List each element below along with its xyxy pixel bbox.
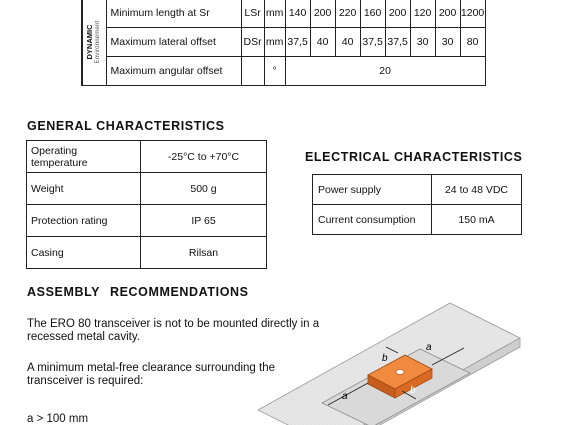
electrical-table [312, 174, 522, 235]
cell-value: 200 [385, 0, 410, 28]
cell-value: 40 [310, 28, 335, 57]
cell-value: 140 [285, 0, 310, 28]
row-label: Maximum lateral offset [106, 28, 241, 57]
general-key: Protection rating [27, 205, 141, 237]
general-value: IP 65 [141, 205, 267, 237]
electrical-key: Current consumption [313, 205, 432, 235]
table-row [27, 205, 267, 237]
table-row [27, 141, 267, 173]
cell-value: 37,5 [360, 28, 385, 57]
electrical-value: 24 to 48 VDC [432, 175, 522, 205]
table-row [313, 205, 522, 235]
row-unit: ° [264, 57, 285, 86]
cell-value: 200 [435, 0, 460, 28]
dynamic-table [81, 0, 486, 86]
electrical-key: Power supply [313, 175, 432, 205]
transceiver-dot [396, 370, 404, 375]
cell-value: 20 [285, 57, 485, 86]
row-unit: mm [264, 28, 285, 57]
row-symbol [241, 57, 264, 86]
general-key: Casing [27, 237, 141, 269]
general-value: 500 g [141, 173, 267, 205]
row-label: Maximum angular offset [106, 57, 241, 86]
table-row [82, 28, 485, 57]
electrical-value: 150 mA [432, 205, 522, 235]
assembly-paragraph-3: a > 100 mm [27, 413, 89, 425]
row-symbol: LSr [241, 0, 264, 28]
cell-value: 37,5 [285, 28, 310, 57]
cell-value: 1200 [460, 0, 485, 28]
table-row [82, 0, 485, 28]
general-value: -25°C to +70°C [141, 141, 267, 173]
general-key: Operating temperature [27, 141, 141, 173]
table-row [27, 173, 267, 205]
table-row [82, 57, 485, 86]
electrical-heading: ELECTRICAL CHARACTERISTICS [305, 150, 523, 164]
cell-value: 80 [460, 28, 485, 57]
table-row [27, 237, 267, 269]
dynamic-side-label: DYNAMIC Environnement [82, 0, 106, 86]
label-b: b [382, 353, 388, 364]
general-table [26, 140, 267, 269]
cell-value: 30 [410, 28, 435, 57]
cell-value: 40 [335, 28, 360, 57]
label-a: a [426, 342, 432, 353]
cell-value: 200 [310, 0, 335, 28]
general-key: Weight [27, 173, 141, 205]
row-label: Minimum length at Sr [106, 0, 241, 28]
assembly-heading: ASSEMBLY RECOMMENDATIONS [27, 285, 249, 299]
table-row [313, 175, 522, 205]
general-heading: GENERAL CHARACTERISTICS [27, 119, 225, 133]
cell-value: 220 [335, 0, 360, 28]
assembly-paragraph-1: The ERO 80 transceiver is not to be mounted directly in a recessed metal cavity. [27, 318, 320, 343]
row-unit: mm [264, 0, 285, 28]
cell-value: 37,5 [385, 28, 410, 57]
label-b: b [410, 385, 416, 396]
cell-value: 30 [435, 28, 460, 57]
cell-value: 120 [410, 0, 435, 28]
assembly-paragraph-2: A minimum metal-free clearance surrounding the transceiver is required: [27, 362, 276, 387]
label-a: a [342, 391, 348, 402]
cell-value: 160 [360, 0, 385, 28]
row-symbol: DSr [241, 28, 264, 57]
general-value: Rilsan [141, 237, 267, 269]
mounting-diagram [250, 295, 550, 425]
